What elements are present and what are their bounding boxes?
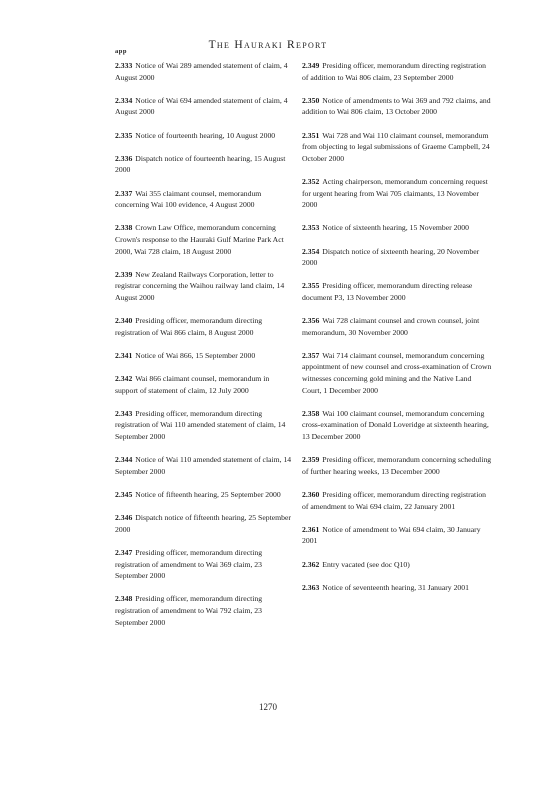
entry-text: Notice of seventeenth hearing, 31 January 2001 xyxy=(322,582,469,592)
document-entry xyxy=(115,315,293,338)
entry-number: 2.347 xyxy=(115,547,133,557)
document-entry xyxy=(115,408,293,443)
document-entry xyxy=(302,246,492,269)
entry-number: 2.333 xyxy=(115,61,133,70)
entry-text: Wai 714 claimant counsel, memorandum concerning appointment of new counsel and cross-examination of Crown witnesses concerning gold mining and the Native Land Court, 1 December 2000 xyxy=(302,350,492,395)
entry-number: 2.348 xyxy=(115,594,133,604)
entry-text: Dispatch notice of fourteenth hearing, 15 August 2000 xyxy=(115,153,286,175)
document-entry xyxy=(115,269,293,304)
entry-text: Presiding officer, memorandum directing registration of amendment to Wai 792 claim, 23 September 2000 xyxy=(115,594,263,627)
entry-text: Crown Law Office, memorandum concerning Crown's response to the Hauraki Gulf Marine Park Act 2000, Wai 728 claim, 18 August 2000 xyxy=(115,223,284,256)
document-entry xyxy=(115,350,293,362)
document-entry xyxy=(115,95,293,118)
entry-text: Dispatch notice of fifteenth hearing, 25 September 2000 xyxy=(115,513,291,534)
section-tag: app xyxy=(115,48,127,55)
entry-text: Notice of fourteenth hearing, 10 August 2000 xyxy=(135,130,276,140)
document-entry xyxy=(302,315,492,338)
document-entry xyxy=(115,130,293,142)
page-header-title: The Hauraki Report xyxy=(208,39,328,51)
entry-number: 2.354 xyxy=(302,246,320,256)
entry-number: 2.357 xyxy=(302,350,320,360)
entry-text: Dispatch notice of sixteenth hearing, 20 November 2000 xyxy=(302,246,480,268)
document-entry xyxy=(115,512,293,535)
entry-number: 2.334 xyxy=(115,95,133,105)
document-entry xyxy=(115,373,293,396)
document-entry xyxy=(302,130,492,165)
entry-number: 2.362 xyxy=(302,559,320,569)
entry-text: Presiding officer, memorandum directing release document P3, 13 November 2000 xyxy=(302,281,473,302)
document-entry xyxy=(302,408,492,443)
entry-text: Wai 355 claimant counsel, memorandum concerning Wai 100 evidence, 4 August 2000 xyxy=(115,188,262,210)
entry-number: 2.344 xyxy=(115,455,133,465)
entry-text: Wai 728 claimant counsel and crown counsel, joint memorandum, 30 November 2000 xyxy=(302,316,480,337)
entry-number: 2.355 xyxy=(302,281,320,291)
right-column xyxy=(302,60,492,605)
entry-number: 2.363 xyxy=(302,582,320,592)
document-entry xyxy=(115,547,293,582)
document-entry xyxy=(302,176,492,211)
entry-text: Wai 100 claimant counsel, memorandum concerning cross-examination of Donald Loveridge at sixteenth hearing, 13 December 2000 xyxy=(302,408,489,441)
entry-text: Presiding officer, memorandum directing registration of amendment to Wai 694 claim, 22 January 2001 xyxy=(302,489,487,511)
document-entry xyxy=(115,593,293,628)
document-entry xyxy=(302,222,492,234)
document-entry xyxy=(115,454,293,477)
entry-text: Acting chairperson, memorandum concerning request for urgent hearing from Wai 705 claimants, 13 November 2000 xyxy=(302,176,488,210)
entry-number: 2.335 xyxy=(115,130,133,140)
entry-number: 2.346 xyxy=(115,513,133,523)
entry-number: 2.361 xyxy=(302,524,320,534)
document-entry xyxy=(302,280,492,303)
entry-text: Wai 728 and Wai 110 claimant counsel, memorandum from objecting to legal submissions of Graeme Campbell, 24 October 2000 xyxy=(302,130,490,163)
entry-number: 2.350 xyxy=(302,95,320,105)
document-entry xyxy=(115,188,293,211)
entry-text: Entry vacated (see doc Q10) xyxy=(322,559,410,569)
entry-number: 2.349 xyxy=(302,61,320,70)
entry-number: 2.342 xyxy=(115,374,133,384)
entry-number: 2.358 xyxy=(302,408,320,418)
left-column xyxy=(115,60,293,640)
entry-text: Notice of sixteenth hearing, 15 November 2000 xyxy=(322,223,469,233)
document-entry xyxy=(115,489,293,501)
document-entry xyxy=(302,95,492,118)
entry-number: 2.341 xyxy=(115,350,133,360)
entry-text: Notice of Wai 694 amended statement of claim, 4 August 2000 xyxy=(115,95,288,117)
document-entry xyxy=(302,350,492,396)
document-entry xyxy=(115,153,293,176)
entry-number: 2.336 xyxy=(115,153,133,163)
page-number: 1270 xyxy=(259,702,277,712)
document-entry xyxy=(302,582,492,594)
entry-number: 2.339 xyxy=(115,269,133,279)
entry-number: 2.340 xyxy=(115,316,133,326)
entry-number: 2.356 xyxy=(302,316,320,326)
entry-number: 2.345 xyxy=(115,489,133,499)
entry-number: 2.353 xyxy=(302,223,320,233)
entry-text: Presiding officer, memorandum directing registration of Wai 866 claim, 8 August 2000 xyxy=(115,316,263,337)
entry-text: Presiding officer, memorandum directing registration of Wai 110 amended statement of claim, 14 September 2000 xyxy=(115,408,286,441)
entry-number: 2.360 xyxy=(302,489,320,499)
entry-text: New Zealand Railways Corporation, letter to registrar concerning the Waihou railway land claim, 14 August 2000 xyxy=(115,269,285,302)
entry-text: Notice of amendments to Wai 369 and 792 claims, and addition to Wai 806 claim, 13 October 2000 xyxy=(302,95,491,117)
document-entry xyxy=(302,559,492,571)
entry-number: 2.343 xyxy=(115,408,133,418)
document-entry xyxy=(115,60,293,83)
document-entry xyxy=(302,524,492,547)
entry-text: Presiding officer, memorandum concerning scheduling of further hearing weeks, 13 December 2000 xyxy=(302,455,492,476)
entry-number: 2.351 xyxy=(302,130,320,140)
entry-text: Presiding officer, memorandum directing registration of addition to Wai 806 claim, 23 September 2000 xyxy=(302,61,487,82)
entry-text: Notice of Wai 289 amended statement of claim, 4 August 2000 xyxy=(115,61,288,82)
document-entry xyxy=(302,60,492,83)
document-entry xyxy=(302,489,492,512)
entry-number: 2.338 xyxy=(115,223,133,233)
entry-text: Notice of amendment to Wai 694 claim, 30 January 2001 xyxy=(302,524,481,546)
entry-text: Notice of Wai 866, 15 September 2000 xyxy=(135,350,256,360)
document-entry xyxy=(115,222,293,257)
entry-text: Presiding officer, memorandum directing registration of amendment to Wai 369 claim, 23 September 2000 xyxy=(115,547,263,581)
entry-text: Wai 866 claimant counsel, memorandum in support of statement of claim, 12 July 2000 xyxy=(115,374,270,395)
entry-number: 2.352 xyxy=(302,176,320,186)
entry-number: 2.359 xyxy=(302,455,320,465)
entry-text: Notice of Wai 110 amended statement of claim, 14 September 2000 xyxy=(115,455,292,476)
entry-number: 2.337 xyxy=(115,188,133,198)
entry-text: Notice of fifteenth hearing, 25 September 2000 xyxy=(135,489,281,499)
document-entry xyxy=(302,454,492,477)
